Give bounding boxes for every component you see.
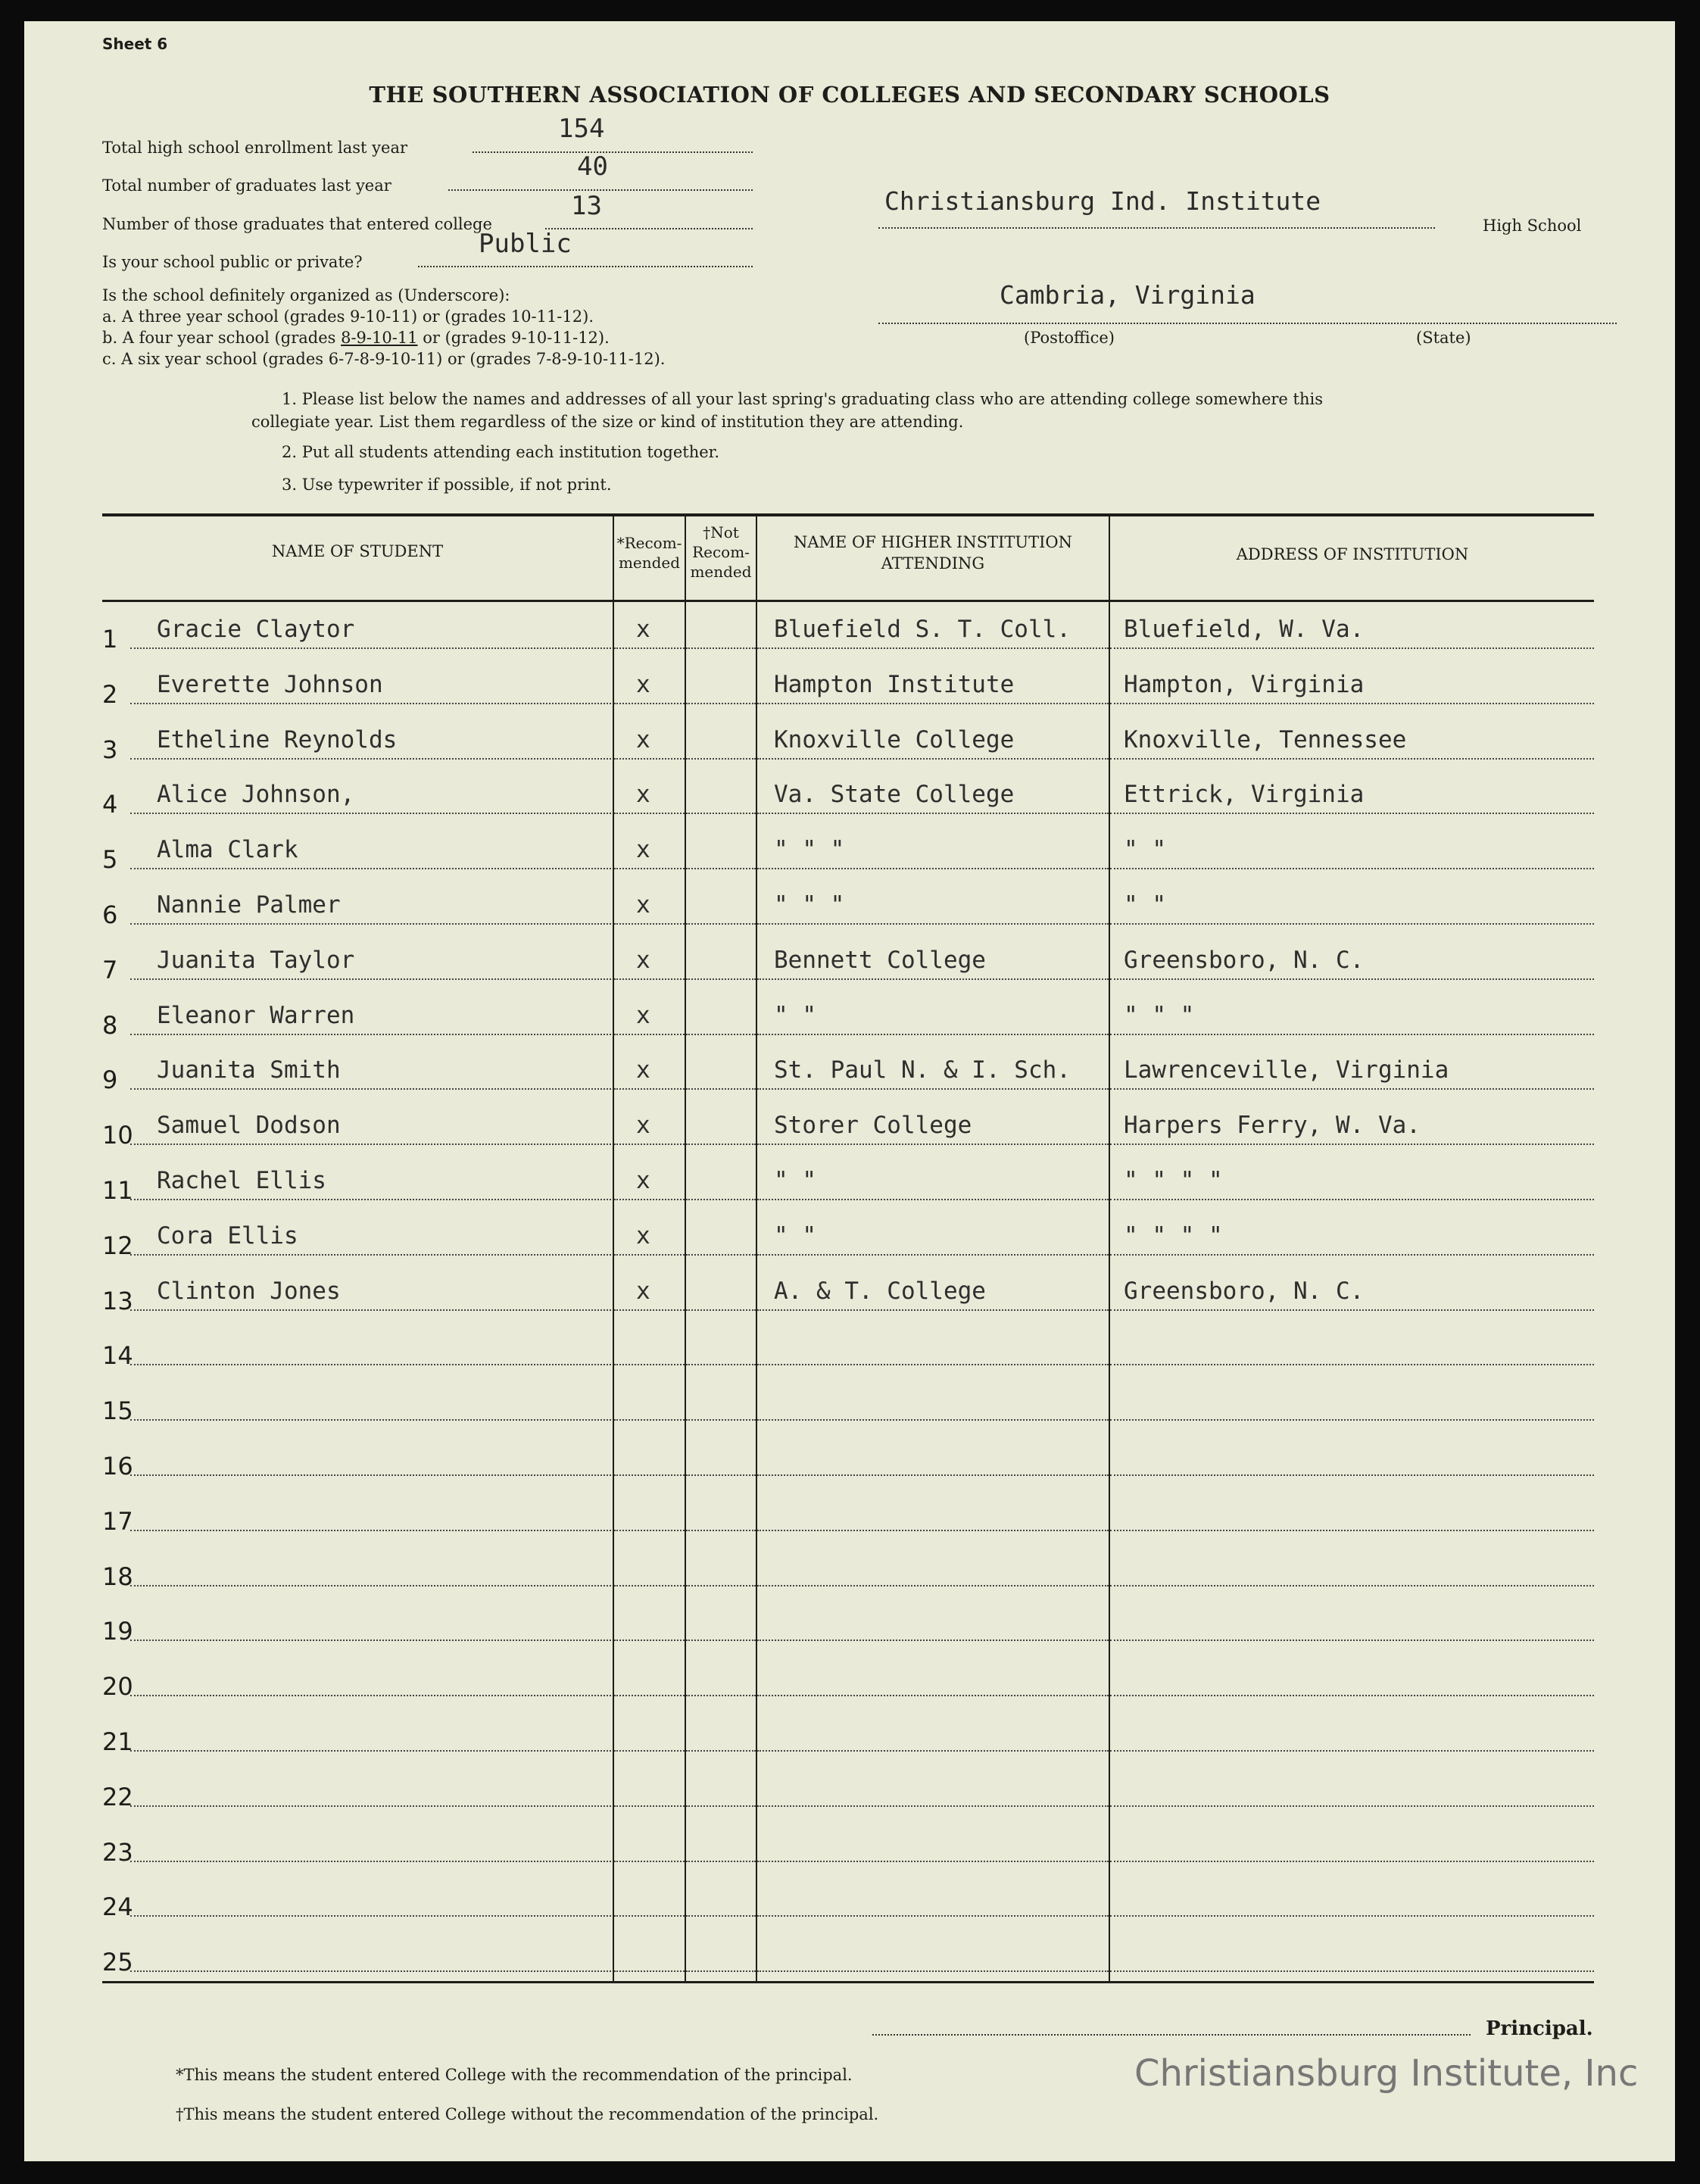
row-number: 19 [102, 1617, 133, 1646]
instruction-1 [251, 388, 1493, 433]
row-rule [614, 978, 685, 980]
row-institution: Hampton Institute [774, 670, 1015, 698]
row-recommended-mark: x [636, 781, 650, 809]
question-entered-college-answer: 13 [571, 191, 602, 221]
row-rule [130, 1805, 611, 1807]
header-address: ADDRESS OF INSTITUTION [1236, 545, 1469, 563]
row-institution: " " [774, 1221, 816, 1250]
row-rule [1110, 1474, 1594, 1476]
row-rule [614, 1199, 685, 1200]
row-rule [757, 1640, 1109, 1641]
row-rule [757, 868, 1109, 869]
row-institution: Bluefield S. T. Coll. [774, 616, 1071, 643]
row-rule [686, 1861, 756, 1862]
row-rule [614, 868, 685, 869]
row-student-name: Rachel Ellis [157, 1167, 326, 1194]
organization-prompt: Is the school definitely organized as (Underscore): [102, 286, 510, 304]
row-student-name: Etheline Reynolds [157, 725, 398, 753]
row-rule [614, 1585, 685, 1587]
row-rule [757, 1309, 1109, 1311]
question-public-private-line [418, 266, 753, 267]
row-rule [757, 1034, 1109, 1035]
row-number: 23 [102, 1837, 133, 1867]
row-rule [757, 1805, 1109, 1807]
row-rule [1110, 1915, 1594, 1917]
row-rule [130, 647, 611, 649]
row-number: 21 [102, 1727, 133, 1756]
header-not-recommended-line-2: Recom- [692, 543, 750, 561]
school-suffix: High School [1483, 217, 1582, 235]
row-rule [686, 1254, 756, 1256]
row-rule [1110, 1364, 1594, 1365]
row-rule [1110, 1695, 1594, 1696]
row-rule [686, 1530, 756, 1531]
organization-option-c: c. A six year school (grades 6-7-8-9-10-11) or (grades 7-8-9-10-11-12). [102, 350, 666, 368]
row-rule [614, 1695, 685, 1696]
header-institution-line-2: ATTENDING [881, 554, 985, 573]
row-rule [757, 647, 1109, 649]
row-rule [686, 1474, 756, 1476]
row-number: 18 [102, 1562, 133, 1591]
row-rule [686, 647, 756, 649]
row-rule [1110, 647, 1594, 649]
row-rule [614, 703, 685, 704]
column-divider-2 [685, 515, 686, 1983]
row-number: 7 [102, 955, 118, 984]
row-rule [130, 1254, 611, 1256]
row-address: Harpers Ferry, W. Va. [1124, 1112, 1421, 1140]
row-rule [1110, 978, 1594, 980]
row-rule [686, 923, 756, 925]
row-rule [686, 1034, 756, 1035]
row-recommended-mark: x [636, 1112, 650, 1140]
row-institution: " " [774, 1001, 816, 1029]
header-not-recommended-line-3: mended [690, 563, 752, 581]
row-rule [130, 1530, 611, 1531]
row-recommended-mark: x [636, 891, 650, 919]
row-rule [1110, 1309, 1594, 1311]
row-rule [686, 1585, 756, 1587]
row-rule [757, 1143, 1109, 1145]
row-student-name: Everette Johnson [157, 670, 383, 698]
row-number: 1 [102, 625, 118, 654]
school-location: Cambria, Virginia [1000, 280, 1256, 310]
row-number: 10 [102, 1121, 133, 1150]
row-rule [614, 1088, 685, 1090]
row-institution: Storer College [774, 1112, 972, 1140]
row-rule [1110, 1254, 1594, 1256]
row-rule [757, 1695, 1109, 1696]
row-rule [1110, 1088, 1594, 1090]
row-rule [614, 1530, 685, 1531]
row-number: 13 [102, 1286, 133, 1315]
row-rule [686, 978, 756, 980]
row-rule [1110, 703, 1594, 704]
row-rule [130, 1143, 611, 1145]
question-enrollment-line [473, 151, 753, 153]
school-name-line [878, 227, 1435, 229]
row-number: 22 [102, 1782, 133, 1811]
row-rule [1110, 1805, 1594, 1807]
row-number: 25 [102, 1948, 133, 1977]
question-public-private-label: Is your school public or private? [102, 253, 363, 271]
table-header-border [102, 600, 1594, 602]
row-rule [130, 1915, 611, 1917]
row-rule [757, 978, 1109, 980]
row-number: 9 [102, 1065, 118, 1095]
row-institution: St. Paul N. & I. Sch. [774, 1056, 1071, 1084]
row-address: Greensboro, N. C. [1124, 1277, 1365, 1305]
row-rule [757, 703, 1109, 704]
row-rule [686, 813, 756, 814]
row-rule [1110, 1585, 1594, 1587]
column-divider-4 [1109, 515, 1110, 1983]
row-number: 12 [102, 1231, 133, 1260]
table-top-border [102, 513, 1594, 516]
table-bottom-border [102, 1981, 1594, 1983]
row-student-name: Juanita Smith [157, 1056, 341, 1084]
instruction-2: 2. Put all students attending each institution together. [282, 443, 720, 461]
row-rule [130, 1474, 611, 1476]
row-number: 17 [102, 1506, 133, 1536]
row-rule [1110, 1970, 1594, 1972]
row-rule [757, 813, 1109, 814]
question-enrollment-answer: 154 [558, 114, 605, 144]
row-rule [614, 758, 685, 760]
row-rule [614, 1805, 685, 1807]
row-number: 14 [102, 1341, 133, 1371]
row-rule [614, 1750, 685, 1752]
question-public-private-answer: Public [479, 229, 572, 259]
row-address: " " " [1124, 1001, 1195, 1029]
header-recommended-line-1: *Recom- [616, 534, 682, 552]
header-student-name: NAME OF STUDENT [271, 542, 444, 560]
principal-signature-line [872, 2034, 1471, 2036]
header-institution-line-1: NAME OF HIGHER INSTITUTION [794, 533, 1072, 551]
row-rule [686, 1970, 756, 1972]
row-rule [1110, 1530, 1594, 1531]
row-rule [757, 1254, 1109, 1256]
row-rule [614, 1915, 685, 1917]
row-student-name: Clinton Jones [157, 1277, 341, 1305]
footnote-recommended: *This means the student entered College with the recommendation of the principal. [176, 2066, 853, 2084]
row-rule [1110, 868, 1594, 869]
row-rule [757, 923, 1109, 925]
row-rule [130, 1419, 611, 1421]
row-rule [757, 1915, 1109, 1917]
row-rule [686, 1419, 756, 1421]
row-recommended-mark: x [636, 946, 650, 974]
organization-option-b-prefix: b. A four year school (grades [102, 329, 336, 347]
row-number: 4 [102, 790, 118, 819]
instruction-1-line-b: collegiate year. List them regardless of the size or kind of institution they are attending. [251, 413, 964, 431]
row-rule [686, 1199, 756, 1200]
instruction-1-line-a: 1. Please list below the names and addresses of all your last spring's graduating class who are attending college somewhere this [282, 390, 1323, 408]
row-address: " " [1124, 891, 1166, 919]
row-number: 16 [102, 1452, 133, 1480]
row-institution: Knoxville College [774, 725, 1015, 753]
row-recommended-mark: x [636, 1056, 650, 1084]
row-student-name: Gracie Claytor [157, 616, 355, 643]
row-rule [130, 1088, 611, 1090]
row-rule [130, 1861, 611, 1862]
row-rule [130, 1750, 611, 1752]
header-recommended-line-2: mended [618, 554, 681, 572]
row-number: 8 [102, 1010, 118, 1040]
row-rule [757, 1199, 1109, 1200]
row-rule [130, 868, 611, 869]
form-sheet [24, 21, 1675, 2161]
footnote-not-recommended: †This means the student entered College without the recommendation of the principal. [176, 2105, 879, 2123]
row-rule [130, 1199, 611, 1200]
question-graduates-label: Total number of graduates last year [102, 176, 391, 195]
row-rule [686, 1915, 756, 1917]
row-rule [757, 1585, 1109, 1587]
row-rule [757, 1364, 1109, 1365]
form-title: THE SOUTHERN ASSOCIATION OF COLLEGES AND SECONDARY SCHOOLS [369, 82, 1330, 108]
row-rule [614, 813, 685, 814]
row-rule [757, 1419, 1109, 1421]
header-institution [757, 532, 1109, 574]
state-label: (State) [1416, 329, 1471, 347]
row-rule [1110, 1143, 1594, 1145]
header-not-recommended [686, 523, 756, 582]
row-number: 5 [102, 845, 118, 875]
row-rule [130, 1970, 611, 1972]
row-student-name: Alma Clark [157, 836, 298, 864]
row-student-name: Juanita Taylor [157, 946, 355, 974]
row-recommended-mark: x [636, 836, 650, 864]
row-rule [130, 703, 611, 704]
row-institution: A. & T. College [774, 1277, 986, 1305]
question-entered-college-line [545, 228, 753, 229]
row-rule [614, 1309, 685, 1311]
row-student-name: Eleanor Warren [157, 1001, 355, 1029]
row-rule [757, 1861, 1109, 1862]
row-number: 24 [102, 1892, 133, 1922]
organization-option-a: a. A three year school (grades 9-10-11) or (grades 10-11-12). [102, 307, 594, 326]
row-rule [614, 1640, 685, 1641]
row-rule [686, 1695, 756, 1696]
row-rule [614, 1474, 685, 1476]
row-rule [1110, 758, 1594, 760]
row-rule [686, 703, 756, 704]
row-institution: " " [774, 1167, 816, 1194]
row-rule [614, 1364, 685, 1365]
row-recommended-mark: x [636, 670, 650, 698]
organization-option-b-suffix: or (grades 9-10-11-12). [423, 329, 610, 347]
row-address: Knoxville, Tennessee [1124, 725, 1407, 753]
row-student-name: Samuel Dodson [157, 1112, 341, 1140]
column-divider-3 [756, 515, 757, 1983]
row-rule [1110, 813, 1594, 814]
row-rule [757, 1088, 1109, 1090]
row-recommended-mark: x [636, 1277, 650, 1305]
row-institution: " " " [774, 891, 845, 919]
row-rule [130, 1585, 611, 1587]
row-rule [686, 1309, 756, 1311]
row-number: 15 [102, 1396, 133, 1426]
row-rule [1110, 1419, 1594, 1421]
row-rule [614, 1034, 685, 1035]
row-rule [757, 758, 1109, 760]
row-rule [614, 1970, 685, 1972]
row-rule [1110, 1640, 1594, 1641]
row-number: 11 [102, 1176, 133, 1205]
row-rule [686, 1805, 756, 1807]
row-rule [686, 1088, 756, 1090]
row-rule [130, 923, 611, 925]
row-rule [686, 1640, 756, 1641]
row-recommended-mark: x [636, 1001, 650, 1029]
row-address: Bluefield, W. Va. [1124, 616, 1365, 643]
row-address: Ettrick, Virginia [1124, 781, 1365, 809]
row-rule [614, 1419, 685, 1421]
row-rule [130, 813, 611, 814]
row-rule [1110, 1034, 1594, 1035]
row-rule [130, 1640, 611, 1641]
instruction-3: 3. Use typewriter if possible, if not print. [282, 476, 612, 494]
row-student-name: Alice Johnson, [157, 781, 355, 809]
row-number: 6 [102, 900, 118, 929]
row-rule [130, 1364, 611, 1365]
row-rule [686, 1143, 756, 1145]
row-rule [757, 1530, 1109, 1531]
row-rule [686, 1750, 756, 1752]
postoffice-label: (Postoffice) [1024, 329, 1115, 347]
school-name: Christiansburg Ind. Institute [884, 186, 1321, 216]
row-rule [614, 1143, 685, 1145]
row-recommended-mark: x [636, 1221, 650, 1250]
row-rule [614, 923, 685, 925]
row-rule [614, 647, 685, 649]
row-student-name: Cora Ellis [157, 1221, 298, 1250]
row-recommended-mark: x [636, 1167, 650, 1194]
row-rule [757, 1970, 1109, 1972]
organization-option-b [102, 329, 610, 347]
row-student-name: Nannie Palmer [157, 891, 341, 919]
row-address: " " [1124, 836, 1166, 864]
row-rule [686, 868, 756, 869]
row-institution: " " " [774, 836, 845, 864]
row-number: 20 [102, 1672, 133, 1702]
row-address: Lawrenceville, Virginia [1124, 1056, 1449, 1084]
header-recommended [614, 533, 685, 573]
row-address: Hampton, Virginia [1124, 670, 1365, 698]
sheet-label: Sheet 6 [102, 35, 168, 53]
row-rule [1110, 1199, 1594, 1200]
row-rule [614, 1254, 685, 1256]
row-institution: Va. State College [774, 781, 1015, 809]
watermark-text: Christiansburg Institute, Inc [1134, 2052, 1639, 2095]
question-entered-college-label: Number of those graduates that entered college [102, 215, 492, 233]
row-address: " " " " [1124, 1167, 1223, 1194]
row-rule [1110, 1861, 1594, 1862]
row-number: 2 [102, 679, 118, 709]
row-institution: Bennett College [774, 946, 986, 974]
principal-label: Principal. [1486, 2017, 1593, 2040]
row-rule [757, 1474, 1109, 1476]
row-rule [130, 978, 611, 980]
row-rule [1110, 923, 1594, 925]
row-rule [686, 758, 756, 760]
header-not-recommended-line-1: †Not [703, 523, 739, 541]
row-number: 3 [102, 735, 118, 764]
row-rule [130, 758, 611, 760]
row-address: Greensboro, N. C. [1124, 946, 1365, 974]
column-divider-1 [613, 515, 614, 1983]
row-rule [1110, 1750, 1594, 1752]
row-address: " " " " [1124, 1221, 1223, 1250]
row-rule [614, 1861, 685, 1862]
row-recommended-mark: x [636, 616, 650, 643]
row-recommended-mark: x [636, 725, 650, 753]
row-rule [130, 1034, 611, 1035]
question-graduates-answer: 40 [577, 151, 608, 182]
row-rule [686, 1364, 756, 1365]
row-rule [130, 1309, 611, 1311]
question-enrollment-label: Total high school enrollment last year [102, 139, 408, 157]
row-rule [130, 1695, 611, 1696]
school-location-line [878, 323, 1617, 324]
row-rule [757, 1750, 1109, 1752]
organization-option-b-underlined: 8-9-10-11 [341, 329, 418, 347]
